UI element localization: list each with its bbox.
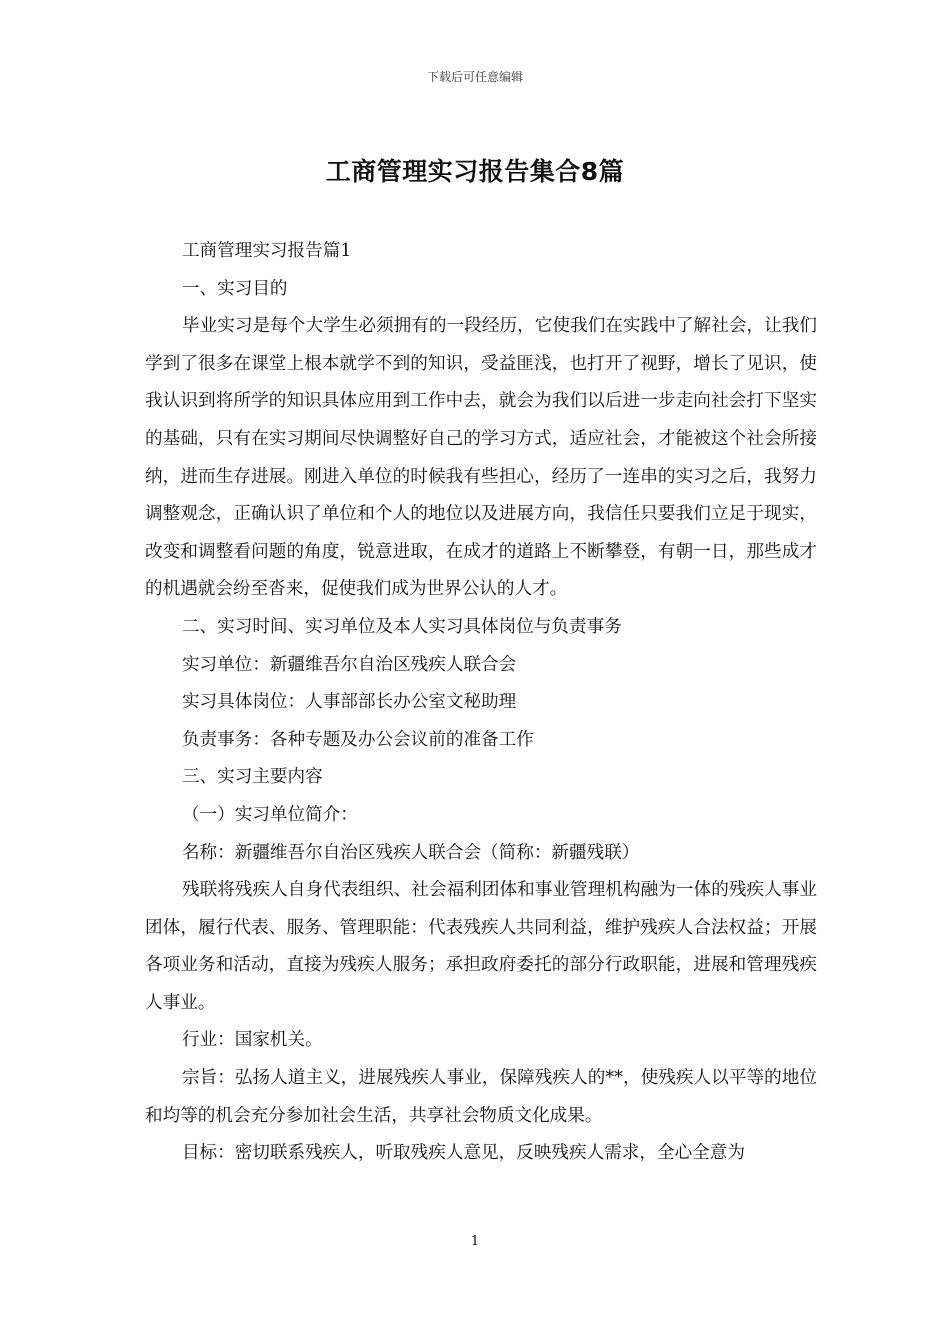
- paragraph: 宗旨：弘扬人道主义，进展残疾人事业，保障残疾人的**，使残疾人以平等的地位和均等的机会充分参加社会生活，共享社会物质文化成果。: [145, 1068, 817, 1126]
- paragraph: 实习具体岗位：人事部部长办公室文秘助理: [181, 692, 517, 713]
- paragraph: 残联将残疾人自身代表组织、社会福利团体和事业管理机构融为一体的残疾人事业团体，履行代表、服务、管理职能：代表残疾人共同利益，维护残疾人合法权益；开展各项业务和活动，直接为残疾人服务；承担政府委托的部分行政职能，进展和管理残疾人事业。: [145, 880, 817, 1013]
- header-note: 下载后可任意编辑: [426, 70, 523, 84]
- paragraph: 负责事务：各种专题及办公会议前的准备工作: [181, 729, 534, 750]
- subsection-heading: 二、实习时间、实习单位及本人实习具体岗位与负责事务: [181, 616, 622, 637]
- subsection-heading: 一、实习目的: [181, 278, 288, 299]
- paragraph: 名称：新疆维吾尔自治区残疾人联合会（简称：新疆残联）: [181, 842, 640, 863]
- paragraph: 实习单位：新疆维吾尔自治区残疾人联合会: [181, 654, 517, 675]
- subsection-heading: 三、实习主要内容: [181, 767, 323, 788]
- paragraph: 目标：密切联系残疾人，听取残疾人意见，反映残疾人需求，全心全意为: [181, 1143, 745, 1164]
- section-heading: 工商管理实习报告篇1: [181, 241, 352, 261]
- document-title: 工商管理实习报告集合8篇: [325, 157, 625, 186]
- subsection-heading: （一）实习单位简介：: [181, 804, 358, 825]
- paragraph: 行业：国家机关。: [181, 1030, 323, 1051]
- paragraph: 毕业实习是每个大学生必须拥有的一段经历，它使我们在实践中了解社会，让我们学到了很多在课堂上根本就学不到的知识，受益匪浅，也打开了视野，增长了见识，使我认识到将所学的知识具体应用到工作中去，就会为我们以后进一步走向社会打下坚实的基础，只有在实习期间尽快调整好自己的学习方式，适应社会，才能被这个社会所接纳，进而生存进展。刚进入单位的时候我有些担心，经历了一连串的实习之后，我努力调整观念，正确认识了单位和个人的地位以及进展方向，我信任只要我们立足于现实，改变和调整看问题的角度，锐意进取，在成才的道路上不断攀登，有朝一日，那些成才的机遇就会纷至沓来，促使我们成为世界公认的人才。: [145, 316, 817, 600]
- page-number: 1: [470, 1234, 480, 1249]
- document-body: [145, 233, 817, 1173]
